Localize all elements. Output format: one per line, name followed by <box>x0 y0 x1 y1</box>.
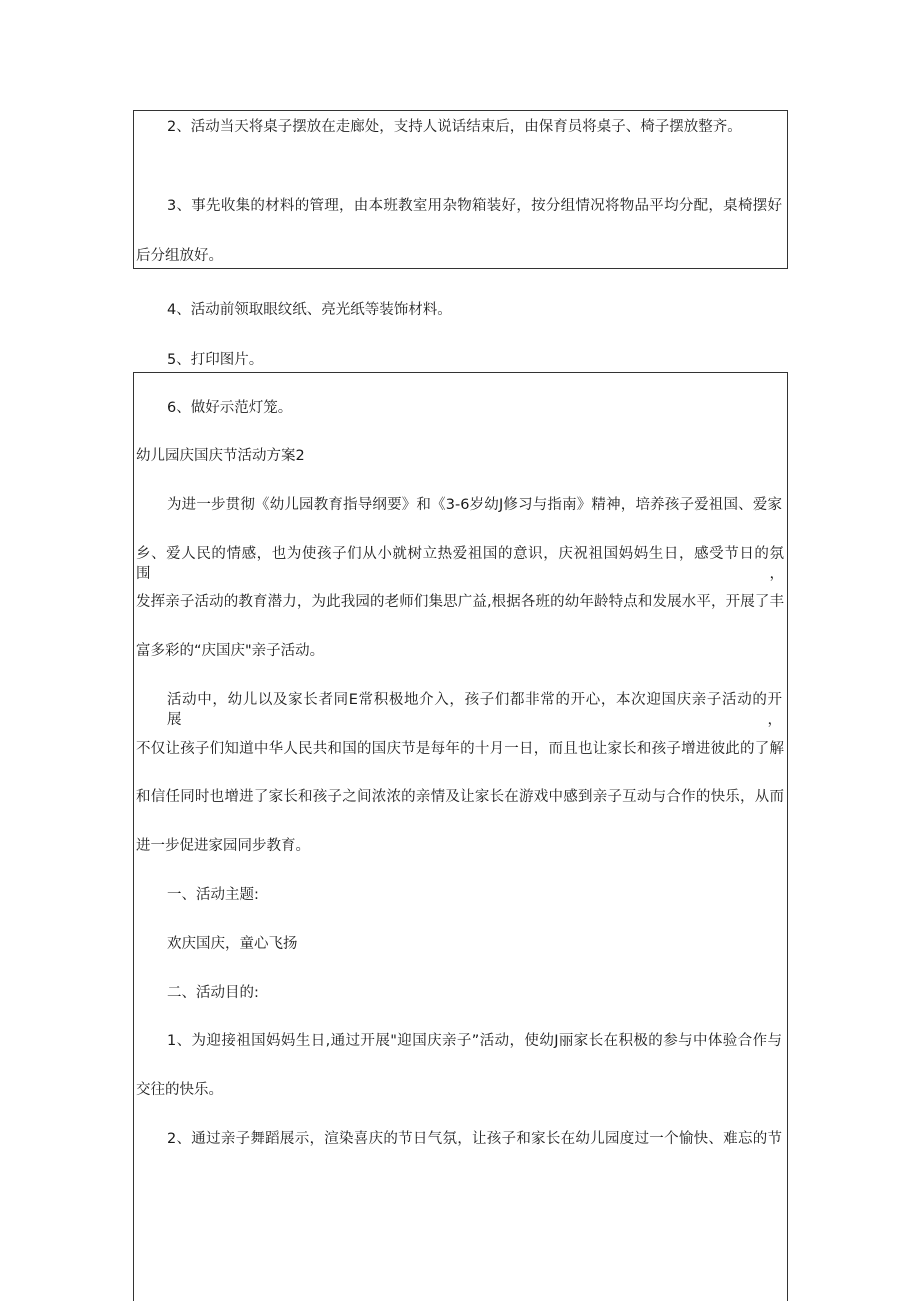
purpose-1-line-1: 1、为迎接祖国妈妈生日,通过开展"迎国庆亲子”活动，使幼J丽家长在积极的参与中体验合作与 <box>167 1033 782 1049</box>
para-2-line-3: 和信任同时也增进了家长和孩子之间浓浓的亲情及让家长在游戏中感到亲子互动与合作的快乐，从而 <box>136 789 784 805</box>
item-3-cont: 后分组放好。 <box>136 248 223 264</box>
para-1-line-1: 为进一步贯彻《幼儿园教育指导纲要》和《3-6岁幼J修习与指南》精神，培养孩子爱祖国、爱家 <box>167 497 782 513</box>
para-1-line-3: 发挥亲子活动的教育潜力，为此我园的老师们集思广益,根据各班的幼年龄特点和发展水平，开展了丰 <box>136 594 784 610</box>
heading-theme: 一、活动主题: <box>167 887 259 903</box>
para-1-line-4: 富多彩的“庆国庆"亲子活动。 <box>136 643 325 659</box>
purpose-2-line-1: 2、通过亲子舞蹈展示，渲染喜庆的节日气氛，让孩子和家长在幼儿园度过一个愉快、难忘的节 <box>167 1131 782 1147</box>
para-1-line-2: 乡、爱人民的情感，也为使孩子们从小就树立热爱祖国的意识，庆祝祖国妈妈生日，感受节日的氛围， <box>136 546 784 582</box>
para-2-line-1: 活动中，幼儿以及家长者同E常积极地介入，孩子们都非常的开心，本次迎国庆亲子活动的开展， <box>167 692 782 728</box>
section-title: 幼儿园庆国庆节活动方案2 <box>136 448 305 464</box>
heading-purpose: 二、活动目的: <box>167 985 259 1001</box>
para-2-line-4: 进一步促进家园同步教育。 <box>136 838 310 854</box>
theme-text: 欢庆国庆，童心飞扬 <box>167 936 298 952</box>
purpose-1-line-2: 交往的快乐。 <box>136 1082 223 1098</box>
item-5: 5、打印图片。 <box>167 352 264 368</box>
item-3: 3、事先收集的材料的管理，由本班教室用杂物箱装好，按分组情况将物品平均分配，桌椅摆好 <box>167 198 782 214</box>
item-2: 2、活动当天将桌子摆放在走廊处，支持人说话结束后，由保育员将桌子、椅子摆放整齐。 <box>167 119 742 135</box>
item-6: 6、做好示范灯笼。 <box>167 400 293 416</box>
para-2-line-2: 不仅让孩子们知道中华人民共和国的国庆节是每年的十月一日，而且也让家长和孩子增进彼此的了解 <box>136 741 784 757</box>
item-4: 4、活动前领取眼纹纸、亮光纸等装饰材料。 <box>167 302 452 318</box>
